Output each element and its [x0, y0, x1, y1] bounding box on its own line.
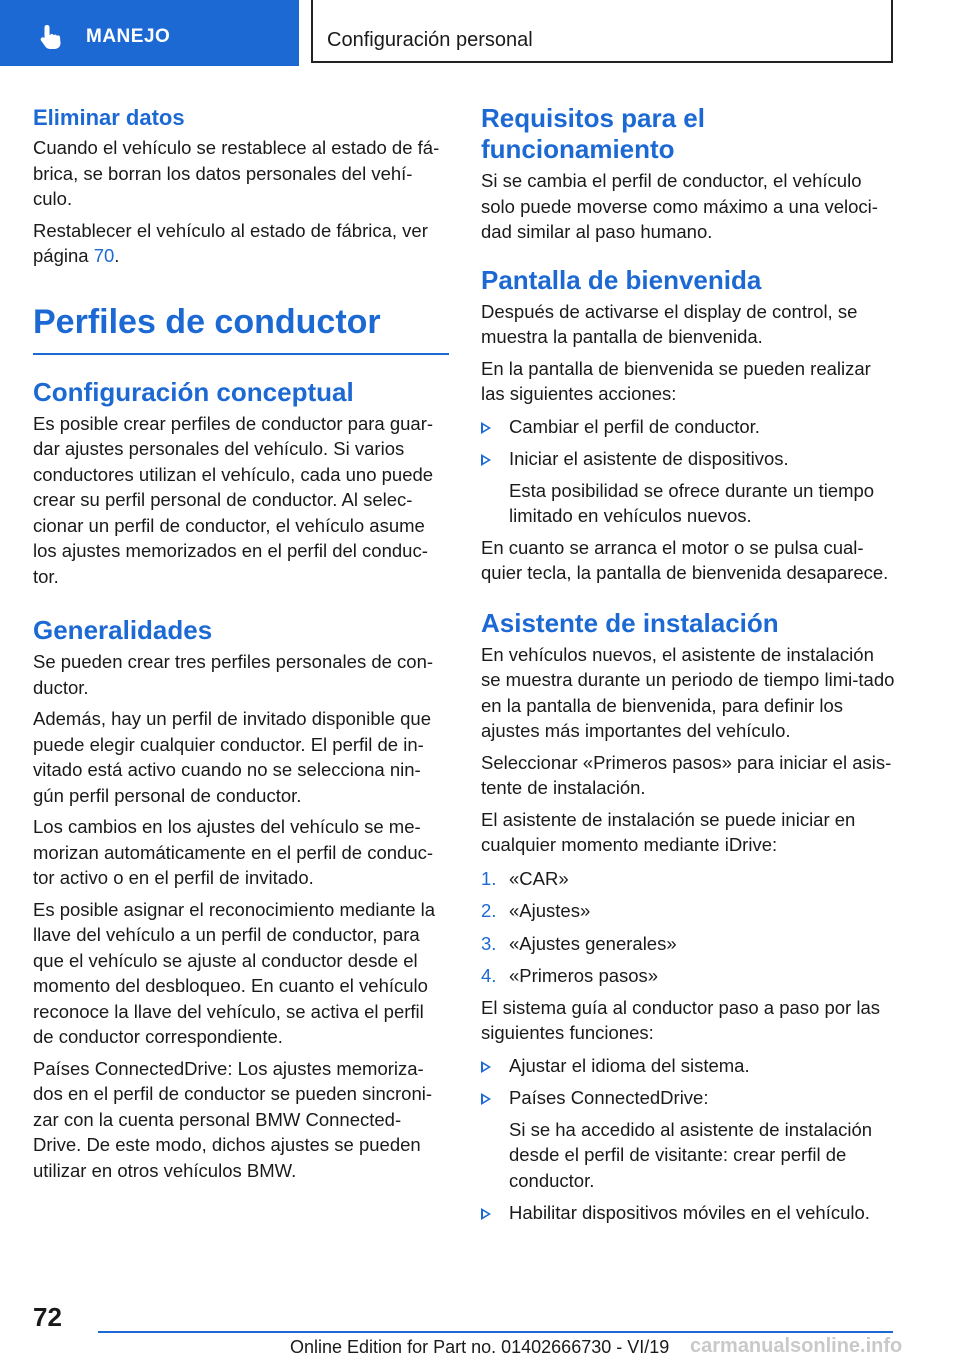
general-paragraph-1: Se pueden crear tres perfiles personales de con-ductor. — [33, 651, 434, 698]
right-column — [481, 100, 897, 1226]
page-link[interactable]: 70 — [93, 245, 115, 266]
section-label: Configuración personal — [327, 29, 533, 51]
general-paragraph-3: Los cambios en los ajustes del vehículo se me-morizan automáticamente en el perfil de conduc-tor activo o en el perfil de invitado. — [33, 816, 434, 888]
step-text: «CAR» — [509, 867, 569, 889]
chapter-label: MANEJO — [86, 26, 171, 47]
reset-paragraph — [33, 218, 449, 269]
reset-text: Restablecer el vehículo al estado de fábrica, ver página — [33, 219, 428, 266]
footer-rule — [98, 1331, 893, 1333]
left-column — [33, 100, 449, 1183]
step-item — [481, 931, 897, 957]
hand-pointer-icon — [36, 22, 66, 52]
assistant-paragraph-2: Seleccionar «Primeros pasos» para iniciar el asis-tente de instalación. — [481, 751, 892, 798]
watermark: carmanualsonline.info — [690, 1335, 903, 1357]
list-item — [481, 1053, 897, 1079]
general-paragraph-5: Países ConnectedDrive: Los ajustes memoriza-dos en el perfil de conductor se pueden sincroni-zar con la cuenta personal BMW Connected-Drive. De este modo, dichos ajustes se pueden utilizar en otros vehículos BMW. — [33, 1057, 433, 1181]
step-number: 1. — [481, 867, 497, 889]
list-item-text: Países ConnectedDrive: — [509, 1087, 709, 1108]
general-paragraph-2: Además, hay un perfil de invitado disponible que puede elegir cualquier conductor. El perfil de in-vitado está activo cuando no se selecciona nin-gún perfil personal de conductor. — [33, 708, 432, 806]
welcome-paragraph-3: En cuanto se arranca el motor o se pulsa cual-quier tecla, la pantalla de bienvenida desaparece. — [481, 536, 889, 583]
requirements-heading: Requisitos para el funcionamiento — [481, 103, 705, 164]
delete-data-heading: Eliminar datos — [33, 105, 185, 130]
step-item — [481, 963, 897, 989]
step-item — [481, 866, 897, 892]
step-item — [481, 898, 897, 924]
list-item-note: Esta posibilidad se ofrece durante un tiempo limitado en vehículos nuevos. — [509, 479, 875, 526]
assistant-paragraph-1: En vehículos nuevos, el asistente de instalación se muestra durante un periodo de tiempo limi-tado en la pantalla de bienvenida, para definir los ajustes más importantes del vehículo. — [481, 643, 895, 741]
page-header — [0, 0, 960, 66]
step-number: 2. — [481, 900, 497, 921]
list-item — [481, 1200, 897, 1226]
step-number: 4. — [481, 965, 497, 986]
edition-text: Online Edition for Part no. 01402666730 - VI/19 — [290, 1337, 670, 1357]
page-number: 72 — [33, 1302, 62, 1332]
list-item-text: Habilitar dispositivos móviles en el vehículo. — [509, 1202, 870, 1223]
list-item — [481, 1085, 897, 1111]
step-text: «Ajustes» — [509, 900, 591, 921]
triangle-bullet-icon — [481, 1093, 491, 1105]
assistant-paragraph-3: El asistente de instalación se puede iniciar en cualquier momento mediante iDrive: — [481, 808, 856, 855]
general-heading: Generalidades — [33, 615, 213, 645]
general-paragraph-4: Es posible asignar el reconocimiento mediante la llave del vehículo a un perfil de conductor, para que el vehículo se ajuste al conductor desde el momento del desbloqueo. En cuanto el vehículo reconoce la llave del vehículo, se activa el perfil de conductor correspondiente. — [33, 898, 436, 1047]
list-item — [481, 446, 897, 472]
assistant-paragraph-4: El sistema guía al conductor paso a paso por las siguientes funciones: — [481, 996, 881, 1043]
triangle-bullet-icon — [481, 1061, 491, 1073]
welcome-paragraph-2: En la pantalla de bienvenida se pueden realizar las siguientes acciones: — [481, 357, 871, 404]
list-item-note: Si se ha accedido al asistente de instalación desde el perfil de visitante: crear perfil de conductor. — [509, 1118, 873, 1191]
list-item-text: Cambiar el perfil de conductor. — [509, 415, 760, 437]
list-item-text: Ajustar el idioma del sistema. — [509, 1054, 750, 1076]
triangle-bullet-icon — [481, 1208, 491, 1220]
step-number: 3. — [481, 932, 497, 954]
step-text: «Primeros pasos» — [509, 965, 659, 986]
section-tab[interactable] — [311, 0, 893, 63]
requirements-paragraph: Si se cambia el perfil de conductor, el vehículo solo puede moverse como máximo a una veloci-dad similar al paso humano. — [481, 170, 878, 242]
welcome-heading: Pantalla de bienvenida — [481, 264, 762, 295]
concept-heading: Configuración conceptual — [33, 376, 354, 407]
delete-data-paragraph: Cuando el vehículo se restablece al estado de fá-brica, se borran los datos personales del vehí-culo. — [33, 137, 440, 209]
reset-suffix: . — [114, 245, 120, 266]
welcome-paragraph-1: Después de activarse el display de control, se muestra la pantalla de bienvenida. — [481, 300, 858, 347]
profiles-heading: Perfiles de conductor — [33, 302, 381, 341]
chapter-tab[interactable] — [0, 0, 299, 66]
triangle-bullet-icon — [481, 422, 491, 434]
concept-paragraph: Es posible crear perfiles de conductor para guar-dar ajustes personales del vehículo. Si varios conductores utilizan el vehículo, cada uno puede crear su perfil personal de conductor. Al selec-cionar un perfil de conductor, el vehículo asume los ajustes memorizados en el perfil del conduc-tor. — [33, 412, 434, 587]
step-text: «Ajustes generales» — [509, 932, 677, 954]
list-item-text: Iniciar el asistente de dispositivos. — [509, 448, 789, 469]
heading-rule — [33, 353, 449, 355]
triangle-bullet-icon — [481, 454, 491, 466]
list-item — [481, 414, 897, 440]
assistant-heading: Asistente de instalación — [481, 607, 779, 638]
